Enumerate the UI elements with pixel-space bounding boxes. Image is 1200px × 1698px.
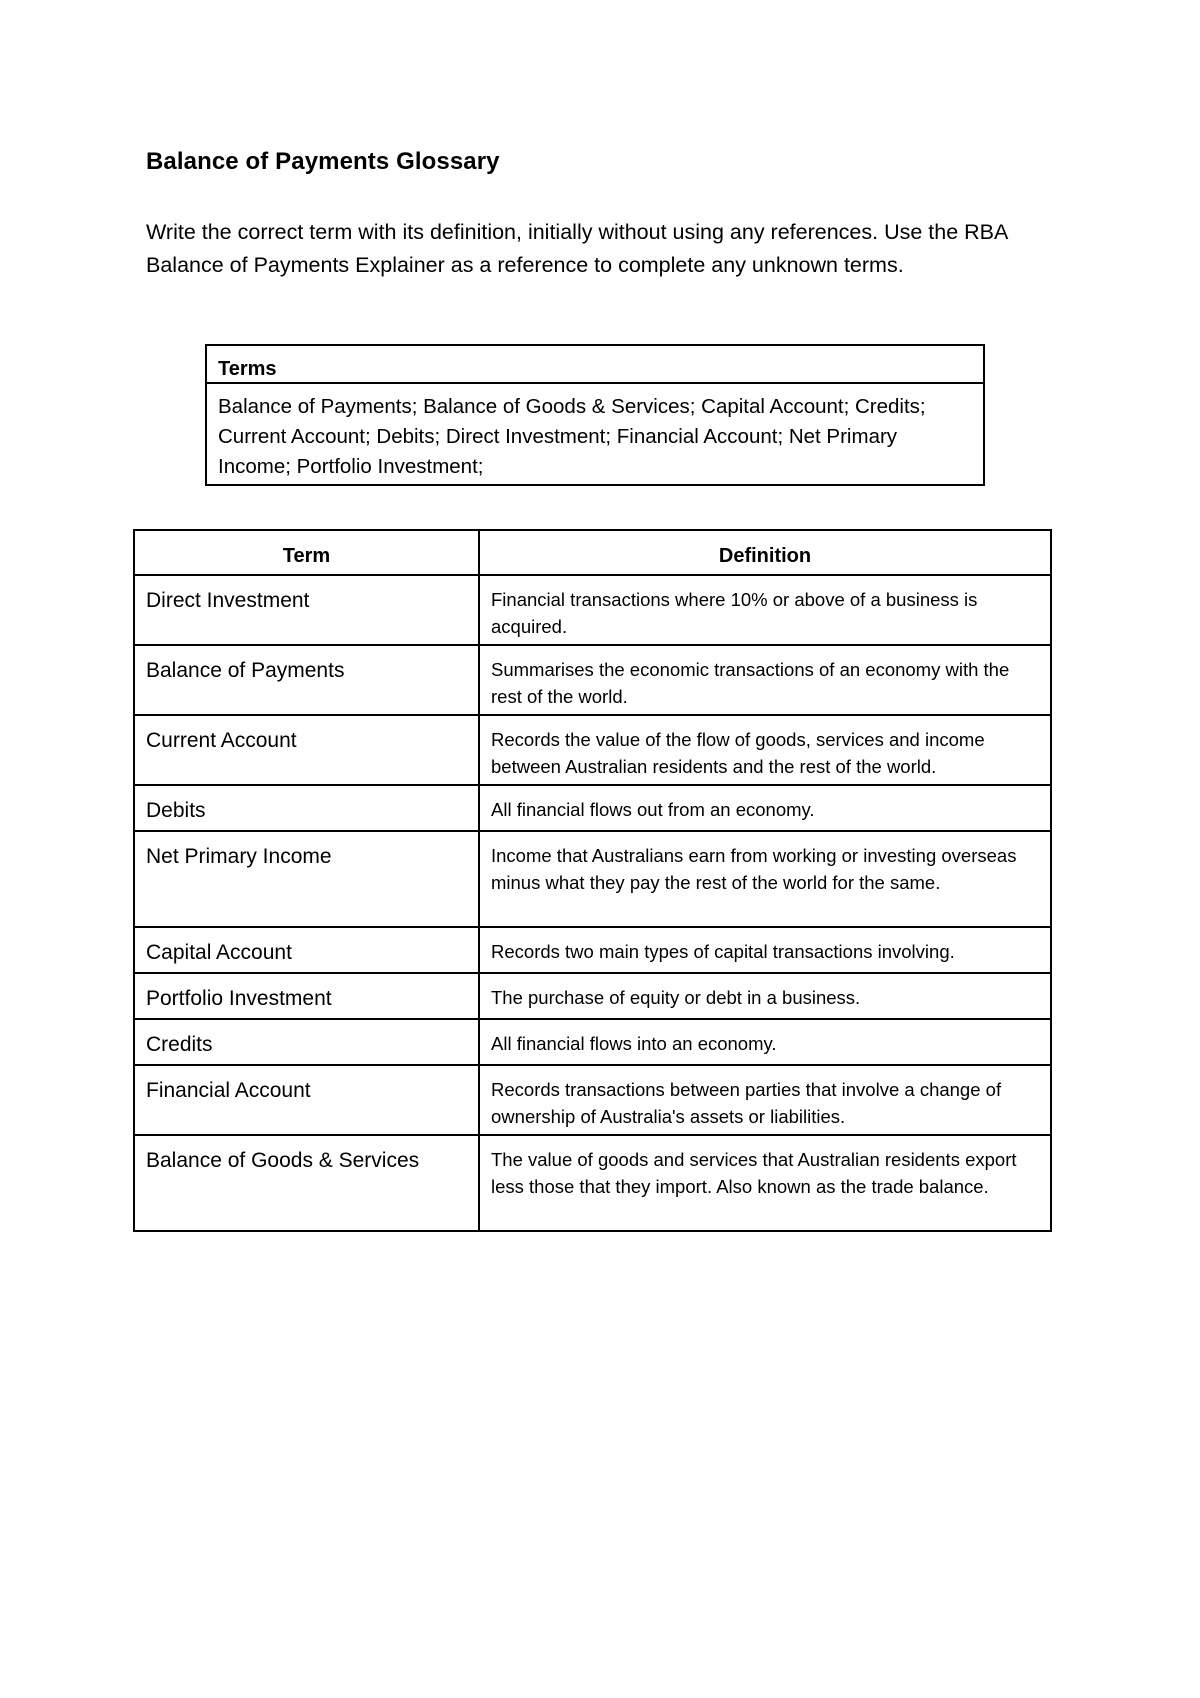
table-header-row [134, 530, 1051, 575]
term-cell: Financial Account [134, 1065, 479, 1135]
definition-cell: Income that Australians earn from working or investing overseas minus what they pay the rest of the world for the same. [479, 831, 1051, 927]
table-row [134, 785, 1051, 831]
term-cell: Portfolio Investment [134, 973, 479, 1019]
definition-cell: All financial flows into an economy. [479, 1019, 1051, 1065]
table-row [134, 645, 1051, 715]
definition-cell: Summarises the economic transactions of an economy with the rest of the world. [479, 645, 1051, 715]
term-cell: Capital Account [134, 927, 479, 973]
definition-cell: Records two main types of capital transactions involving. [479, 927, 1051, 973]
table-row [134, 715, 1051, 785]
definition-cell: The value of goods and services that Australian residents export less those that they import. Also known as the trade balance. [479, 1135, 1051, 1231]
term-cell: Debits [134, 785, 479, 831]
table-row [134, 575, 1051, 645]
term-cell: Direct Investment [134, 575, 479, 645]
terms-box [205, 344, 985, 486]
definition-cell: Records the value of the flow of goods, services and income between Australian residents and the rest of the world. [479, 715, 1051, 785]
definition-column-header: Definition [479, 530, 1051, 575]
definition-cell: All financial flows out from an economy. [479, 785, 1051, 831]
term-cell: Net Primary Income [134, 831, 479, 927]
terms-box-list: Balance of Payments; Balance of Goods & Services; Capital Account; Credits; Current Account; Debits; Direct Investment; Financial Account; Net Primary Income; Portfolio Investment; [218, 395, 926, 478]
definition-cell: Records transactions between parties that involve a change of ownership of Australia's assets or liabilities. [479, 1065, 1051, 1135]
table-row [134, 973, 1051, 1019]
term-cell: Balance of Payments [134, 645, 479, 715]
table-row [134, 927, 1051, 973]
term-cell: Balance of Goods & Services [134, 1135, 479, 1231]
definition-cell: The purchase of equity or debt in a business. [479, 973, 1051, 1019]
table-row [134, 1065, 1051, 1135]
term-column-header: Term [134, 530, 479, 575]
terms-box-header: Terms [207, 346, 983, 384]
table-row [134, 1019, 1051, 1065]
glossary-table [133, 529, 1052, 1232]
page-title: Balance of Payments Glossary [146, 148, 500, 175]
term-cell: Current Account [134, 715, 479, 785]
table-row [134, 831, 1051, 927]
table-row [134, 1135, 1051, 1231]
term-cell: Credits [134, 1019, 479, 1065]
instructions-paragraph: Write the correct term with its definition, initially without using any references. Use the RBA Balance of Payments Explainer as a reference to complete any unknown terms. [146, 220, 1008, 277]
definition-cell: Financial transactions where 10% or above of a business is acquired. [479, 575, 1051, 645]
